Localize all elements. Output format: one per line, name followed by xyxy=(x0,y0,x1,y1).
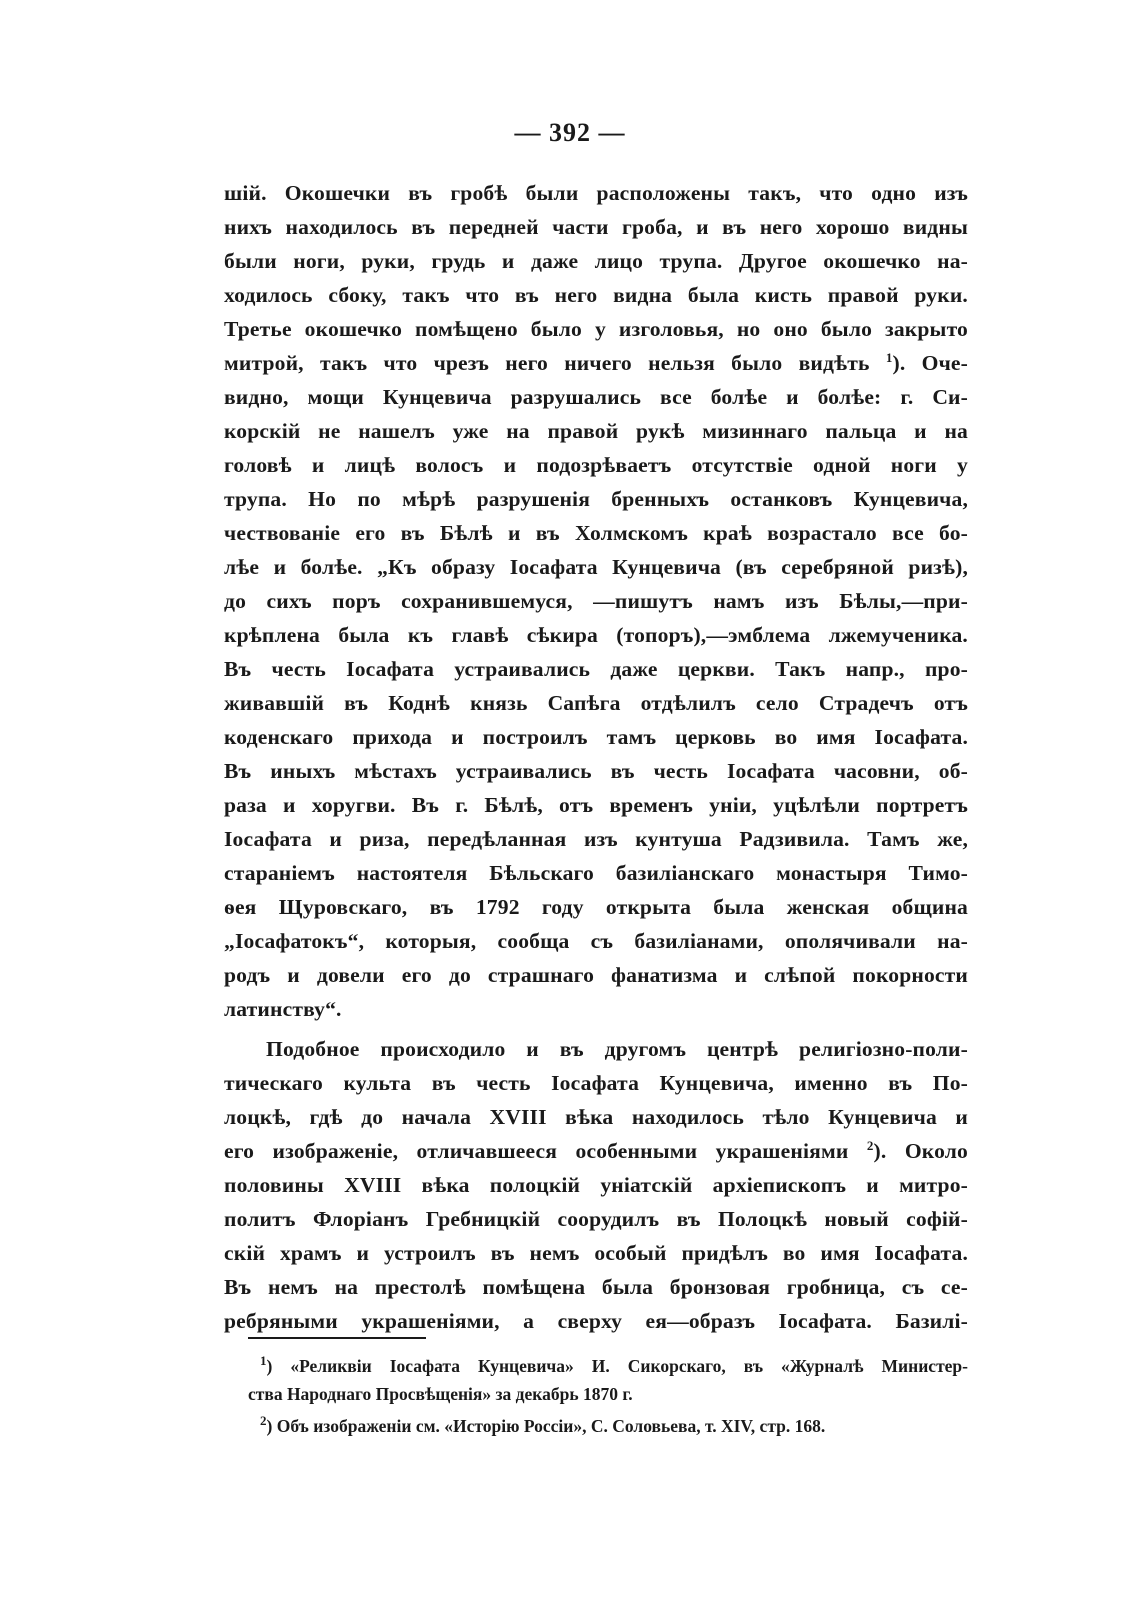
text-line: шій. Окошечки въ гробѣ были расположены такъ, что одно изъ xyxy=(224,181,968,205)
text-line: половины XVIII вѣка полоцкій уніатскій архіепископъ и митро- xyxy=(224,1173,968,1197)
body-text xyxy=(224,176,968,1338)
text-line: коденскаго прихода и построилъ тамъ церковь во имя Іосафата. xyxy=(224,725,968,749)
text-line: нихъ находилось въ передней части гроба, и въ него хорошо видны xyxy=(224,215,968,239)
text-line: крѣплена была къ главѣ сѣкира (топоръ),—эмблема лжемученика. xyxy=(224,623,968,647)
text-line: Третье окошечко помѣщено было у изголовья, но оно было закрыто xyxy=(224,317,968,341)
footnote-1 xyxy=(248,1352,968,1380)
footnote-1-continued: ства Народнаго Просвѣщенія» за декабрь 1870 г. xyxy=(248,1384,633,1404)
text-line: политъ Флоріанъ Гребницкій соорудилъ въ Полоцкѣ новый софій- xyxy=(224,1207,968,1231)
text-line: ходилось сбоку, такъ что въ него видна была кисть правой руки. xyxy=(224,283,968,307)
text-line: Въ иныхъ мѣстахъ устраивались въ честь Іосафата часовни, об- xyxy=(224,759,968,783)
text-line-with-footnote-ref xyxy=(224,1134,968,1168)
text-line: видно, мощи Кунцевича разрушались все болѣе и болѣе: г. Си- xyxy=(224,385,968,409)
text-line: до сихъ поръ сохранившемуся, —пишутъ намъ изъ Бѣлы,—при- xyxy=(224,589,968,613)
text-line: родъ и довели его до страшнаго фанатизма и слѣпой покорности xyxy=(224,963,968,987)
footnote-text: ) Объ изображеніи см. «Исторію Россіи», С. Соловьева, т. XIV, стр. 168. xyxy=(266,1416,826,1436)
text-segment: его изображеніе, отличавшееся особенными украшеніями xyxy=(224,1139,849,1163)
footnote-separator xyxy=(248,1337,426,1339)
text-line: трупа. Но по мѣрѣ разрушенія бренныхъ останковъ Кунцевича, xyxy=(224,487,968,511)
text-line: ѳея Щуровскаго, въ 1792 году открыта была женская община xyxy=(224,895,968,919)
footnote-marker-1: 1 xyxy=(260,1353,267,1369)
text-line: латинству“. xyxy=(224,997,342,1021)
text-line: лоцкѣ, гдѣ до начала XVIII вѣка находилось тѣло Кунцевича и xyxy=(224,1105,968,1129)
text-line: раза и хоругви. Въ г. Бѣлѣ, отъ временъ уніи, уцѣлѣли портретъ xyxy=(224,793,968,817)
text-line: корскій не нашелъ уже на правой рукѣ мизиннаго пальца и на xyxy=(224,419,968,443)
footnote-ref-2[interactable]: 2 xyxy=(866,1137,874,1153)
text-segment: ). Около xyxy=(873,1139,968,1163)
text-line: чествованіе его въ Бѣлѣ и въ Холмскомъ краѣ возрастало все бо- xyxy=(224,521,968,545)
footnote-text: ) «Реликвіи Іосафата Кунцевича» И. Сикорскаго, въ «Журналѣ Министер- xyxy=(266,1356,968,1376)
text-line: Въ немъ на престолѣ помѣщена была бронзовая гробница, съ се- xyxy=(224,1275,968,1299)
text-line: были ноги, руки, грудь и даже лицо трупа. Другое окошечко на- xyxy=(224,249,968,273)
text-line: Іосафата и риза, передѣланная изъ кунтуша Радзивила. Тамъ же, xyxy=(224,827,968,851)
footnote-marker-2: 2 xyxy=(260,1413,267,1429)
text-line: живавшій въ Коднѣ князь Сапѣга отдѣлилъ село Страдечъ отъ xyxy=(224,691,968,715)
page-number: — 392 — xyxy=(514,118,626,147)
text-line: лѣе и болѣе. „Къ образу Іосафата Кунцевича (въ серебряной ризѣ), xyxy=(224,555,968,579)
text-line: стараніемъ настоятеля Бѣльскаго базиліанскаго монастыря Тимо- xyxy=(224,861,968,885)
text-line: тическаго культа въ честь Іосафата Кунцевича, именно въ По- xyxy=(224,1071,968,1095)
text-line: скій храмъ и устроилъ въ немъ особый придѣлъ во имя Іосафата. xyxy=(224,1241,968,1265)
footnote-ref-1[interactable]: 1 xyxy=(885,349,893,365)
text-line: Подобное происходило и въ другомъ центрѣ религіозно-поли- xyxy=(266,1037,968,1061)
footnote-2 xyxy=(248,1412,968,1440)
text-line: ребряными украшеніями, а сверху ея—образъ Іосафата. Базилі- xyxy=(224,1309,968,1333)
text-line-with-footnote-ref xyxy=(224,346,968,380)
text-line: Въ честь Іосафата устраивались даже церкви. Такъ напр., про- xyxy=(224,657,968,681)
text-line: „Іосафатокъ“, которыя, сообща съ базиліанами, ополячивали на- xyxy=(224,929,968,953)
text-line: головѣ и лицѣ волосъ и подозрѣваетъ отсутствіе одной ноги у xyxy=(224,453,968,477)
text-segment: ). Оче- xyxy=(892,351,968,375)
footnotes xyxy=(248,1352,968,1440)
text-segment: митрой, такъ что чрезъ него ничего нельзя было видѣть xyxy=(224,351,870,375)
